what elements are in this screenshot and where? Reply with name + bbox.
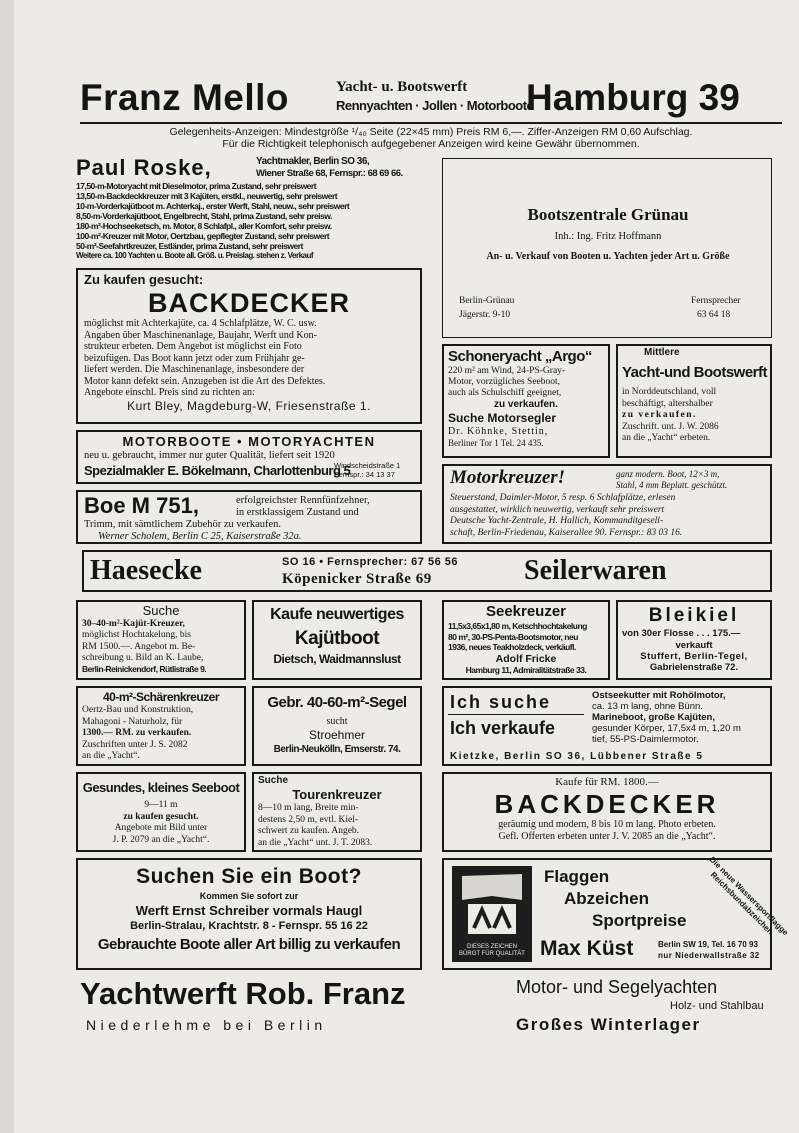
seeboot-line: J. P. 2079 an die „Yacht“. xyxy=(112,834,210,845)
ad-boe-m751 xyxy=(76,490,422,544)
bleikiel-line-1: von 30er Flosse . . . 175.— xyxy=(622,628,741,639)
schreiber-head: Suchen Sie ein Boot? xyxy=(136,865,362,888)
ad-tourenkreuzer xyxy=(252,772,422,852)
argo-seek: Suche Motorsegler xyxy=(448,411,557,425)
roske-name: Paul Roske, xyxy=(76,155,212,180)
haesecke-left: Haesecke xyxy=(90,555,202,586)
tourenkreuzer-line: an die „Yacht“ unt. J. T. 2083. xyxy=(258,837,373,848)
roske-line: 180-m²-Hochseeketsch, m. Motor, 8 Schlafpl., aller Komfort, sehr preisw. xyxy=(76,221,332,231)
ad-suche-kajuetkreuzer xyxy=(76,600,246,680)
suche-verkaufe-line: tief, 55-PS-Daimlermotor. xyxy=(592,734,699,745)
schreiber-line-1: Kommen Sie sofort zur xyxy=(199,891,299,901)
tourenkreuzer-line: destens 2,50 m, evtl. Kiel- xyxy=(258,814,358,825)
page xyxy=(14,0,799,1133)
motorkreuzer-head: Motorkreuzer! xyxy=(450,467,566,488)
kuest-badge-icon xyxy=(452,866,532,946)
seekreuzer-addr: Hamburg 11, Admiralitätstraße 33. xyxy=(465,664,587,675)
seeboot-head: Gesundes, kleines Seeboot xyxy=(82,780,240,795)
roske-info-2: Wiener Straße 68, Fernspr.: 68 69 66. xyxy=(256,168,403,179)
boe-sig: Werner Scholem, Berlin C 25, Kaiserstraße 32a. xyxy=(98,531,302,542)
suche-verkaufe-rule xyxy=(448,714,584,715)
roske-line: 8,50-m-Vorderkajütboot, Engelbrecht, Stahl, prima Zustand, sehr preisw. xyxy=(76,211,332,221)
roske-list xyxy=(76,181,422,261)
ad-ich-suche-verkaufe xyxy=(442,686,772,766)
argo-head: Schoneryacht „Argo“ xyxy=(448,348,592,365)
suche-verkaufe-details xyxy=(592,690,770,745)
ad-bleikiel xyxy=(616,600,772,680)
argo-body xyxy=(448,366,604,399)
footer-right-3: Großes Winterlager xyxy=(516,1015,701,1034)
backdecker2-head: BACKDECKER xyxy=(494,789,720,819)
bleikiel-line-2: verkauft xyxy=(675,640,713,651)
motorkreuzer-body xyxy=(450,493,768,539)
gruenau-right-2: 63 64 18 xyxy=(697,310,731,320)
header-right: Hamburg 39 xyxy=(526,77,740,118)
schaeren-line: Zuschriften unter J. S. 2082 xyxy=(82,739,188,750)
ad-backdecker-kaufe xyxy=(442,772,772,852)
roske-line: 10-m-Vorderkajütboot m. Achterkaj., erster Werft, Stahl, neuw., sehr preiswert xyxy=(76,201,350,211)
werft-nord-head: Yacht-und Bootswerft xyxy=(622,364,768,381)
kuest-corner: Die neue Wassersportflagge Reichsbundabzeichen xyxy=(707,854,791,938)
ad-schoneryacht-argo xyxy=(442,344,610,458)
ad-backdecker-wanted xyxy=(76,268,422,424)
seeboot-line: 9—11 m xyxy=(144,800,178,810)
suche-verkaufe-line: Ostseekutter mit Rohölmotor, xyxy=(592,690,726,701)
argo-line: Motor, vorzügliches Seeboot, xyxy=(448,377,561,387)
kuest-addr-2: nur Niederwallstraße 32 xyxy=(658,951,760,960)
tourenkreuzer-top: Suche xyxy=(258,775,289,786)
werft-nord-line: beschäftigt, altershalber xyxy=(622,398,713,409)
schaeren-line: an die „Yacht“. xyxy=(82,751,140,761)
suche-verkaufe-line: ca. 13 m lang, ohne Bünn. xyxy=(592,701,703,712)
notice-line-2: Für die Richtigkeit telephonisch aufgegebener Anzeigen wird keine Gewähr übernommen. xyxy=(222,138,640,150)
suche-verkaufe-line: gesunder Körper, 17,5x4 m, 1,20 m xyxy=(592,723,741,734)
footer-left-sub: Niederlehme bei Berlin xyxy=(86,1017,327,1033)
boe-text-2: in erstklassigem Zustand und xyxy=(236,507,359,518)
header-rule xyxy=(80,122,782,124)
ad-kajuetboot xyxy=(252,600,422,680)
tourenkreuzer-head: Tourenkreuzer xyxy=(292,787,382,802)
kuest-logo-text: DIESES ZEICHEN BÜRGT FÜR QUALITÄT xyxy=(459,944,525,957)
suche-kreuzer-line: Berlin-Reinickendorf, Rütlistraße 9. xyxy=(82,664,207,675)
kuest-line-2: Abzeichen xyxy=(564,889,650,908)
kuest-name: Max Küst xyxy=(540,937,634,960)
bleikiel-head: Bleikiel xyxy=(648,605,740,626)
gruenau-right-1: Fernsprecher xyxy=(691,296,741,306)
header-mid-top: Yacht- u. Bootswerft xyxy=(336,79,468,95)
werft-nord-line: an die „Yacht“ erbeten. xyxy=(622,433,711,443)
tourenkreuzer-line: schwert zu kaufen. Angeb. xyxy=(258,826,360,836)
schaeren-line: Mahagoni - Naturholz, für xyxy=(82,716,183,727)
backdecker1-line: Angaben über Maschinenanlage, Baujahr, Werft und Kon- xyxy=(84,329,317,341)
segel-line-1: sucht xyxy=(326,716,348,727)
boe-head: Boe M 751, xyxy=(84,493,199,518)
boe-text-3: Trimm, mit sämtlichem Zubehör zu verkaufen. xyxy=(84,519,282,530)
motorkreuzer-side-2: Stahl, 4 mm Beplatt. geschützt. xyxy=(616,480,728,490)
footer-rob-franz xyxy=(80,974,780,1036)
backdecker1-line: Angebote einschl. Preis sind zu richten an: xyxy=(84,387,255,398)
footer-right-1: Motor- und Segelyachten xyxy=(516,977,718,997)
ad-bokelmann xyxy=(76,430,422,484)
motorkreuzer-side-1: ganz modern. Boot, 12×3 m, xyxy=(616,469,720,479)
schreiber-line-2: Werft Ernst Schreiber vormals Haugl xyxy=(135,903,363,918)
kajuetboot-line-2: Kajütboot xyxy=(294,628,380,649)
roske-line: 13,50-m-Backdeckkreuzer mit 3 Kajüten, erstkl., neuwertig, sehr preiswert xyxy=(76,191,338,201)
haesecke-mid-1: SO 16 • Fernsprecher: 67 56 56 xyxy=(282,556,458,568)
seekreuzer-line: 1936, neues Teakholzdeck, verkäufl. xyxy=(448,642,576,652)
ad-segel xyxy=(252,686,422,766)
bleikiel-line-4: Gabrielenstraße 72. xyxy=(649,662,739,673)
argo-sig-2: Berliner Tor 1 Tel. 24 435. xyxy=(448,438,544,448)
segel-line-3: Berlin-Neukölln, Emserstr. 74. xyxy=(273,744,401,755)
ad-paul-roske xyxy=(76,156,422,268)
seekreuzer-body xyxy=(448,621,604,653)
backdecker1-line: möglichst mit Achterkajüte, ca. 4 Schlafplätze, W. C. usw. xyxy=(84,318,317,329)
roske-line: Weitere ca. 100 Yachten u. Boote all. Größ. u. Preislag. stehen z. Verkauf xyxy=(76,251,314,260)
bokelmann-title: MOTORBOOTE • MOTORYACHTEN xyxy=(122,434,376,449)
backdecker1-line: strukteur erbeten. Dem Angebot ist möglichst ein Foto xyxy=(84,341,302,352)
segel-head: Gebr. 40-60-m²-Segel xyxy=(267,694,407,711)
backdecker1-title: Zu kaufen gesucht: xyxy=(84,272,204,287)
notice xyxy=(80,126,782,150)
gruenau-desc: An- u. Verkauf von Booten u. Yachten jeder Art u. Größe xyxy=(486,251,730,262)
motorkreuzer-line: Steuerstand, Daimler-Motor, 5 resp. 6 Schlafplätze, erlesen xyxy=(450,493,676,503)
header-left: Franz Mello xyxy=(80,77,290,118)
schaeren-body xyxy=(82,705,240,763)
ad-seeboot xyxy=(76,772,246,852)
kajuetboot-line-1: Kaufe neuwertiges xyxy=(270,606,404,623)
ad-max-kuest xyxy=(442,854,791,970)
roske-line: 17,50-m-Motoryacht mit Dieselmotor, prima Zustand, sehr preiswert xyxy=(76,181,317,191)
seeboot-body xyxy=(82,800,240,846)
ad-haesecke xyxy=(82,550,772,592)
haesecke-mid-2: Köpenicker Straße 69 xyxy=(282,571,432,587)
seekreuzer-line: 11,5x3,65x1,80 m, Ketschhochtakelung xyxy=(448,621,587,631)
schreiber-line-4: Gebrauchte Boote aller Art billig zu verkaufen xyxy=(97,936,401,953)
werft-nord-body xyxy=(622,387,766,445)
bokelmann-addr-1: Windscheidstraße 1 xyxy=(334,461,401,470)
footer-right-2: Holz- und Stahlbau xyxy=(670,1000,764,1012)
suche-kreuzer-line: möglichst Hochtakelung, bis xyxy=(82,630,191,641)
segel-line-2: Stroehmer xyxy=(308,728,366,742)
werft-nord-line: zu verkaufen. xyxy=(622,410,697,420)
argo-sell: zu verkaufen. xyxy=(494,399,558,410)
werft-nord-line: Zuschrift. unt. J. W. 2086 xyxy=(622,421,719,432)
gruenau-owner: Inh.: Ing. Fritz Hoffmann xyxy=(554,231,662,242)
motorkreuzer-line: ausgestattet, wirklich neuwertig, verkauft sehr preiswert xyxy=(450,504,665,515)
header-franz-mello xyxy=(80,76,780,120)
bokelmann-line: neu u. gebraucht, immer nur guter Qualität, liefert seit 1920 xyxy=(84,450,335,461)
schaeren-line: Oertz-Bau und Konstruktion, xyxy=(82,705,194,715)
schreiber-line-3: Berlin-Stralau, Krachtstr. 8 - Fernspr. 55 16 22 xyxy=(130,920,368,932)
seekreuzer-line: 80 m², 30-PS-Penta-Bootsmotor, neu xyxy=(448,631,578,642)
ad-werft-schreiber xyxy=(76,858,422,970)
kajuetboot-line-3: Dietsch, Waidmannslust xyxy=(273,652,401,666)
schaeren-head: 40-m²-Schärenkreuzer xyxy=(102,690,220,704)
motorkreuzer-line: Deutsche Yacht-Zentrale, H. Hallich, Kommanditgesell- xyxy=(450,516,664,526)
haesecke-right: Seilerwaren xyxy=(524,555,667,586)
backdecker1-body xyxy=(84,318,414,399)
boe-text-1: erfolgreichster Rennfünfzehner, xyxy=(236,495,370,506)
schaeren-line: 1300.— RM. zu verkaufen. xyxy=(82,728,192,738)
suche-kreuzer-line: 30–40-m²-Kajüt-Kreuzer, xyxy=(82,619,185,629)
suche-verkaufe-a: Ich suche xyxy=(450,692,552,712)
tourenkreuzer-body xyxy=(258,803,416,849)
suche-verkaufe-b: Ich verkaufe xyxy=(450,718,556,738)
werft-nord-top: Mittlere xyxy=(644,347,680,358)
roske-info-1: Yachtmakler, Berlin SO 36, xyxy=(256,156,370,167)
ad-yacht-bootswerft-nord xyxy=(616,344,772,458)
backdecker1-line: Motor kann defekt sein. Anzugeben ist die Art des Defektes. xyxy=(84,375,326,387)
header-mid-bottom: Rennyachten · Jollen · Motorboote xyxy=(336,98,534,113)
backdecker1-head: BACKDECKER xyxy=(147,288,350,318)
backdecker2-top: Kaufe für RM. 1800.— xyxy=(555,776,659,788)
ad-seekreuzer xyxy=(442,600,610,680)
roske-line: 100-m²-Kreuzer mit Motor, Oertzbau, gepflegter Zustand, sehr preiswert xyxy=(76,231,330,241)
ad-motorkreuzer xyxy=(442,464,772,544)
footer-left: Yachtwerft Rob. Franz xyxy=(80,976,406,1011)
motorkreuzer-line: schaft, Berlin-Friedenau, Kaiserallee 90. Fernspr.: 83 03 16. xyxy=(450,527,683,538)
suche-kreuzer-line: RM 1500.—. Angebot m. Be- xyxy=(82,641,196,652)
backdecker2-line-1: geräumig und modern, 8 bis 10 m lang. Photo erbeten. xyxy=(498,819,716,830)
seekreuzer-name: Adolf Fricke xyxy=(495,652,557,665)
suche-verkaufe-foot: Kietzke, Berlin SO 36, Lübbener Straße 5 xyxy=(450,751,704,762)
kuest-line-1: Flaggen xyxy=(544,867,610,886)
notice-line-1: Gelegenheits-Anzeigen: Mindestgröße ¹/₄₀ Seite (22×45 mm) Preis RM 6,—. Ziffer-Anzeigen RM 0,60 Aufschlag. xyxy=(169,126,693,138)
ad-bootszentrale-gruenau xyxy=(442,158,772,338)
gruenau-left-2: Jägerstr. 9-10 xyxy=(459,310,511,320)
backdecker1-line: liefert werden. Die Maschinenanlage, insbesondere der xyxy=(84,364,305,375)
suche-verkaufe-line: Marineboot, große Kajüten, xyxy=(592,712,715,723)
werft-nord-line: in Norddeutschland, voll xyxy=(622,387,717,397)
kuest-addr-1: Berlin SW 19, Tel. 16 70 93 xyxy=(658,940,758,949)
bleikiel-line-3: Stuffert, Berlin-Tegel, xyxy=(640,651,748,662)
backdecker1-line: beizufügen. Das Boot kann jetzt oder zum Frühjahr ge- xyxy=(84,352,305,364)
gruenau-title: Bootszentrale Grünau xyxy=(527,205,689,224)
backdecker1-signature: Kurt Bley, Magdeburg-W, Friesenstraße 1. xyxy=(127,398,371,413)
suche-kreuzer-body xyxy=(82,619,240,675)
seeboot-line: Angebote mit Bild unter xyxy=(114,823,208,833)
backdecker2-line-2: Gefl. Offerten erbeten unter J. V. 2085 an die „Yacht“. xyxy=(498,831,716,842)
argo-line: 220 m² am Wind, 24-PS-Gray- xyxy=(448,366,566,376)
tourenkreuzer-line: 8—10 m lang, Breite min- xyxy=(258,803,359,813)
bokelmann-addr-2: Fernspr.: 34 13 37 xyxy=(334,470,395,479)
argo-sig: Dr. Köhnke, Stettin, xyxy=(448,426,549,437)
kuest-line-3: Sportpreise xyxy=(592,911,687,930)
kuest-logo xyxy=(452,866,532,962)
seeboot-line: zu kaufen gesucht. xyxy=(123,811,199,822)
bokelmann-name: Spezialmakler E. Bökelmann, Charlottenburg 5 xyxy=(84,463,351,478)
suche-kreuzer-title: Suche xyxy=(142,603,180,618)
suche-kreuzer-line: schreibung u. Bild an K. Laube, xyxy=(82,652,204,663)
ad-schaerenkreuzer xyxy=(76,686,246,766)
roske-line: 50-m²-Seefahrtkreuzer, Estländer, prima Zustand, sehr preiswert xyxy=(76,241,303,251)
argo-line: auch als Schulschiff geeignet, xyxy=(448,388,562,398)
gruenau-left-1: Berlin-Grünau xyxy=(459,296,515,306)
seekreuzer-head: Seekreuzer xyxy=(485,603,567,620)
